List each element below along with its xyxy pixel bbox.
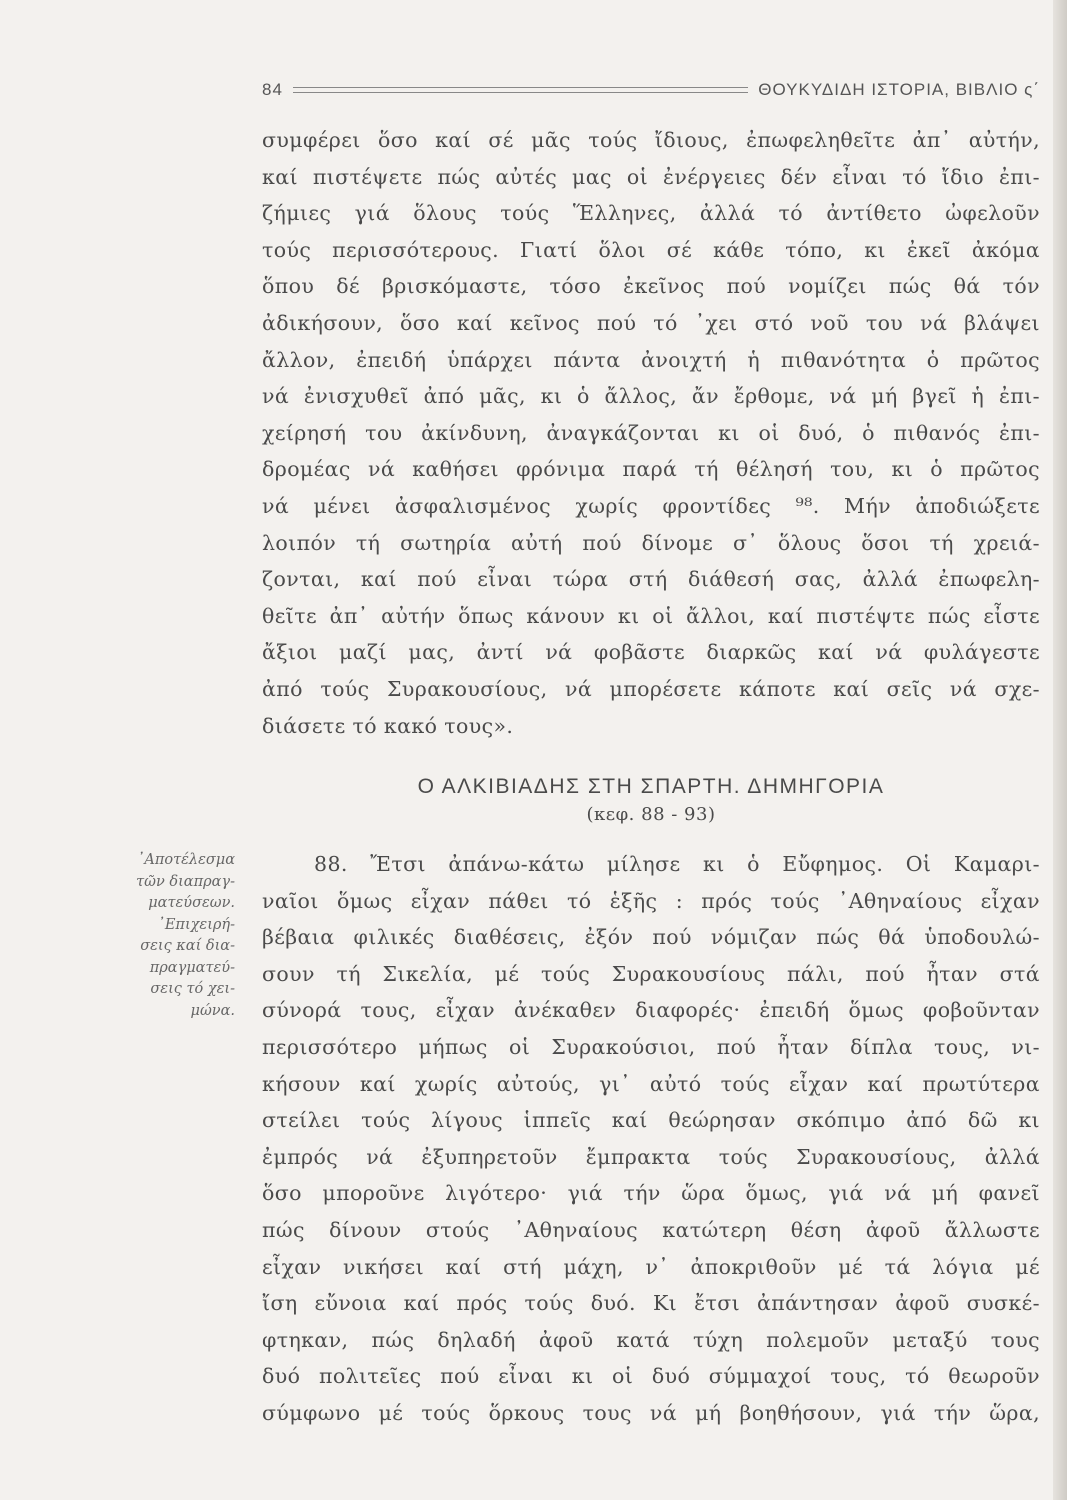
bottom-paragraph: [262, 846, 1040, 1432]
margin-note-line: τῶν διαπραγ-: [136, 873, 235, 890]
margin-note-line: ᾽Αποτέλεσμα: [137, 852, 235, 868]
text-line: πώς δίνουν στούς ᾽Αθηναίους κατώτερη θέση ἀφοῦ ἄλλωστε: [262, 1217, 1040, 1242]
text-line: ζήμιες γιά ὅλους τούς Ἕλληνες, ἀλλά τό ἀντίθετο ὠφελοῦν: [262, 201, 1040, 226]
text-line: χείρησή του ἀκίνδυνη, ἀναγκάζονται κι οἱ δυό, ὁ πιθανός ἐπι-: [262, 420, 1040, 445]
text-line: σύνορά τους, εἶχαν ἀνέκαθεν διαφορές· ἐπειδή ὅμως φοβοῦνταν: [262, 998, 1040, 1023]
page-edge: [1053, 0, 1067, 1500]
text-line: ὅσο μποροῦνε λιγότερο· γιά τήν ὥρα ὅμως, γιά νά μή φανεῖ: [262, 1181, 1040, 1206]
margin-note-line: μώνα.: [190, 1002, 235, 1019]
text-line: σουν τή Σικελία, μέ τούς Συρακουσίους πάλι, πού ἦταν στά: [262, 961, 1040, 986]
text-line: συμφέρει ὅσο καί σέ μᾶς τούς ἴδιους, ἐπωφεληθεῖτε ἀπ᾽ αὐτήν,: [262, 128, 1040, 152]
running-title: ΘΟΥΚΥΔΙΔΗ ΙΣΤΟΡΙΑ, ΒΙΒΛΙΟ ς΄: [758, 80, 1040, 99]
text-line: θεῖτε ἀπ᾽ αὐτήν ὅπως κάνουν κι οἱ ἄλλοι, καί πιστέψτε πώς εἶστε: [262, 603, 1040, 628]
text-line: ἀδικήσουν, ὅσο καί κεῖνος πού τό ᾽χει στό νοῦ του νά βλάψει: [262, 310, 1040, 335]
text-line: ἐμπρός νά ἐξυπηρετοῦν ἔμπρακτα τούς Συρακουσίους, ἀλλά: [262, 1144, 1040, 1169]
section-title: Ο ΑΛΚΙΒΙΑΔΗΣ ΣΤΗ ΣΠΑΡΤΗ. ΔΗΜΗΓΟΡΙΑ: [417, 775, 885, 798]
margin-note-line: ματεύσεων.: [148, 895, 235, 911]
text-line: τούς περισσότερους. Γιατί ὅλοι σέ κάθε τόπο, κι ἐκεῖ ἀκόμα: [262, 237, 1040, 262]
text-line: ὅπου δέ βρισκόμαστε, τόσο ἐκεῖνος πού νομίζει πώς θά τόν: [262, 274, 1040, 299]
text-line: δυό πολιτεῖες πού εἶναι κι οἱ δυό σύμμαχοί τους, τό θεωροῦν: [262, 1364, 1040, 1389]
text-line: βέβαια φιλικές διαθέσεις, ἐξόν πού νόμιζαν πώς θά ὑποδουλώ-: [262, 925, 1040, 950]
section-heading: [262, 772, 1040, 828]
text-line: καί πιστέψετε πώς αὐτές μας οἱ ἐνέργειες δέν εἶναι τό ἴδιο ἐπι-: [262, 164, 1040, 189]
margin-note-line: σεις καί δια-: [140, 938, 235, 954]
header-rule: [293, 87, 748, 93]
text-line: 88. Ἔτσι ἀπάνω-κάτω μίλησε κι ὁ Εὔφημος. Οἱ Καμαρι-: [314, 852, 1040, 876]
text-line: διάσετε τό κακό τους».: [262, 713, 514, 738]
running-header: [262, 76, 1040, 104]
text-line: δρομέας νά καθήσει φρόνιμα παρά τή θέλησή του, κι ὁ πρῶτος: [262, 457, 1040, 482]
text-line: ἄξιοι μαζί μας, ἀντί νά φοβᾶστε διαρκῶς καί νά φυλάγεστε: [262, 640, 1040, 665]
text-line: ἴση εὔνοια καί πρός τούς δυό. Κι ἔτσι ἀπάντησαν ἀφοῦ συσκέ-: [262, 1291, 1040, 1316]
text-line: στείλει τούς λίγους ἱππεῖς καί θεώρησαν σκόπιμο ἀπό δῶ κι: [262, 1108, 1040, 1133]
text-line: ἀπό τούς Συρακουσίους, νά μπορέσετε κάποτε καί σεῖς νά σχε-: [262, 676, 1040, 701]
section-subtitle: (κεφ. 88 - 93): [586, 804, 716, 825]
top-paragraph: [262, 122, 1040, 744]
text-line: φτηκαν, πώς δηλαδή ἀφοῦ κατά τύχη πολεμοῦν μεταξύ τους: [262, 1327, 1040, 1352]
text-line: λοιπόν τή σωτηρία αὐτή πού δίνομε σ᾽ ὅλους ὅσοι τή χρειά-: [262, 530, 1040, 555]
text-line: κήσουν καί χωρίς αὐτούς, γι᾽ αὐτό τούς εἶχαν καί πρωτύτερα: [262, 1071, 1040, 1096]
text-line: νά ἐνισχυθεῖ ἀπό μᾶς, κι ὁ ἄλλος, ἄν ἔρθομε, νά μή βγεῖ ἡ ἐπι-: [262, 384, 1040, 409]
text-line: ἄλλον, ἐπειδή ὑπάρχει πάντα ἀνοιχτή ἡ πιθανότητα ὁ πρῶτος: [262, 347, 1040, 372]
text-line: ναῖοι ὅμως εἶχαν πάθει τό ἑξῆς : πρός τούς ᾽Αθηναίους εἶχαν: [262, 888, 1040, 913]
text-line: ζονται, καί πού εἶναι τώρα στή διάθεσή σας, ἀλλά ἐπωφελη-: [262, 567, 1040, 592]
margin-note-line: ᾽Επιχειρή-: [157, 916, 235, 933]
text-line: περισσότερο μήπως οἱ Συρακούσιοι, πού ἦταν δίπλα τους, νι-: [262, 1034, 1040, 1059]
margin-note: [60, 850, 235, 1022]
margin-note-line: πραγματεύ-: [149, 959, 235, 976]
text-line: εἶχαν νικήσει καί στή μάχη, ν᾽ ἀποκριθοῦν μέ τά λόγια μέ: [262, 1254, 1040, 1279]
text-line: νά μένει ἀσφαλισμένος χωρίς φροντίδες ⁹⁸. Μήν ἀποδιώξετε: [262, 493, 1040, 518]
margin-note-line: σεις τό χει-: [150, 981, 235, 997]
page-number: 84: [262, 80, 283, 99]
text-line: σύμφωνο μέ τούς ὅρκους τους νά μή βοηθήσουν, γιά τήν ὥρα,: [262, 1400, 1040, 1425]
